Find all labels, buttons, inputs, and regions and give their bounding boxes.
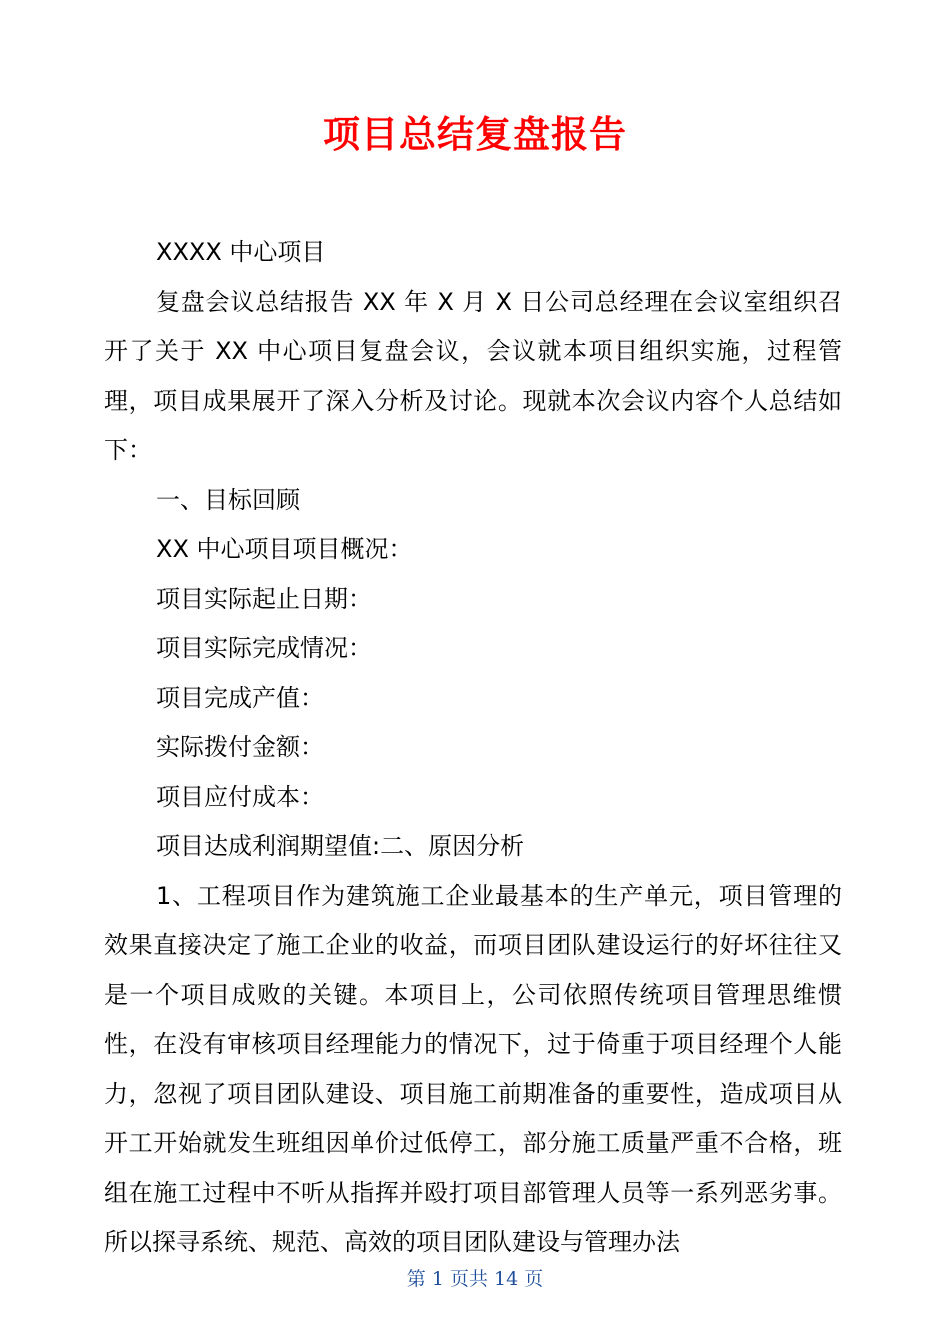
paragraph-cause-analysis-1: 1、工程项目作为建筑施工企业最基本的生产单元，项目管理的效果直接决定了施工企业的收益，而项目团队建设运行的好坏往往又是一个项目成败的关键。本项目上，公司依照传统项目管理思维惯性，在没有审核项目经理能力的情况下，过于倚重于项目经理个人能力，忽视了项目团队建设、项目施工前期准备的重要性，造成项目从开工开始就发生班组因单价过低停工，部分施工质量严重不合格，班组在施工过程中不听从指挥并殴打项目部管理人员等一系列恶劣事。所以探寻系统、规范、高效的项目团队建设与管理办法: [104, 881, 842, 1256]
paragraph-payable-cost: 项目应付成本：: [156, 782, 324, 811]
paragraph-intro: 复盘会议总结报告 XX 年 X 月 X 日公司总经理在会议室组织召开了关于 XX 中心项目复盘会议，会议就本项目组织实施，过程管理，项目成果展开了深入分析及讨论。现就本次会议内容个人总结如下：: [104, 287, 842, 464]
paragraph-disbursed-amount: 实际拨付金额：: [156, 733, 324, 761]
section-heading-goal-review: 一、目标回顾: [156, 485, 300, 514]
paragraph-actual-completion: 项目实际完成情况：: [156, 634, 372, 662]
paragraph-output-value: 项目完成产值：: [156, 683, 324, 712]
paragraph-expected-profit: 项目达成利润期望值:二、原因分析: [156, 832, 525, 860]
paragraph-project-name: XXXX 中心项目: [156, 238, 326, 266]
paragraph-actual-dates: 项目实际起止日期：: [156, 584, 372, 613]
document-body: [104, 228, 842, 1268]
paragraph-project-overview: XX 中心项目项目概况：: [156, 535, 413, 563]
page-title: 项目总结复盘报告: [323, 113, 627, 156]
page-indicator: 第 1 页共 14 页: [406, 1268, 544, 1290]
